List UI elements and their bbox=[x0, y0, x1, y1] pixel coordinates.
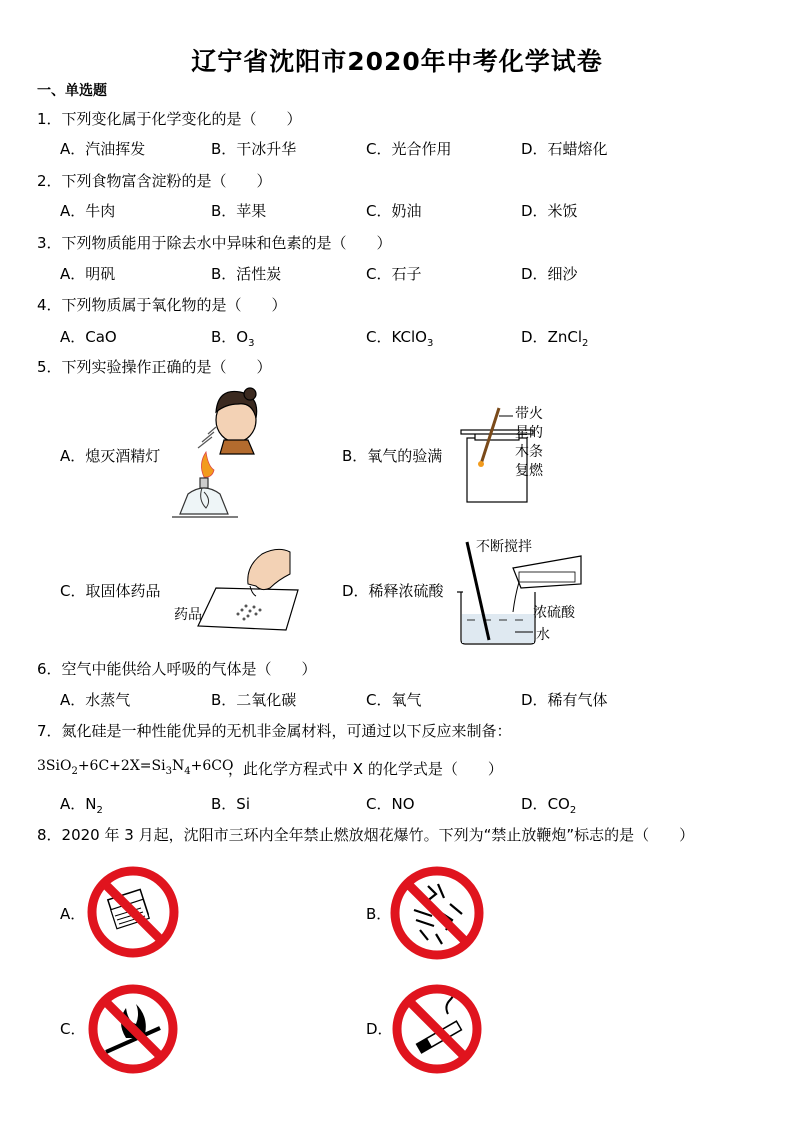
c-figure-label: 药品 bbox=[174, 607, 202, 623]
question-8-stem: 8．2020 年 3 月起，沈阳市三环内全年禁止燃放烟花爆竹。下列为“禁止放鞭炮”标志的是（ ） bbox=[37, 826, 695, 844]
no-smoking-icon bbox=[390, 982, 484, 1076]
chemical-equation: $3SiO_2+6C+2X=Si_3N_4+6CO$ bbox=[37, 758, 234, 777]
q6-option-b: B．二氧化碳 bbox=[211, 691, 297, 709]
q2-option-a: A．牛肉 bbox=[60, 202, 116, 220]
b-figure-label: 带火 星的 木条 复燃 bbox=[515, 406, 543, 479]
q2-option-b: B．苹果 bbox=[211, 202, 267, 220]
q7-option-a: A．$N_2$ bbox=[60, 795, 103, 816]
d-stir-label: 不断搅拌 bbox=[476, 539, 532, 555]
q1-option-d: D．石蜡熔化 bbox=[521, 140, 608, 158]
section-heading: 一、单选题 bbox=[37, 83, 107, 99]
q5-option-a: A．熄灭酒精灯 bbox=[60, 447, 161, 465]
no-open-flame-icon bbox=[86, 982, 180, 1076]
d-acid-label: 浓硫酸 bbox=[533, 605, 575, 621]
q6-option-a: A．水蒸气 bbox=[60, 691, 131, 709]
question-2-stem: 2．下列食物富含淀粉的是（ ） bbox=[37, 172, 272, 190]
question-4-stem: 4．下列物质属于氧化物的是（ ） bbox=[37, 296, 287, 314]
q8-option-a: A． bbox=[60, 905, 86, 923]
q7-option-c: C．NO bbox=[366, 795, 415, 813]
q5-option-d: D．稀释浓硫酸 bbox=[342, 582, 444, 600]
q4-option-b: B．$O_3$ bbox=[211, 328, 255, 349]
q8-option-d: D． bbox=[366, 1020, 393, 1038]
solid-reagent-figure bbox=[190, 544, 302, 634]
q3-option-c: C．石子 bbox=[366, 265, 422, 283]
q3-option-b: B．活性炭 bbox=[211, 265, 282, 283]
question-3-stem: 3．下列物质能用于除去水中异味和色素的是（ ） bbox=[37, 234, 392, 252]
q4-option-a: A．CaO bbox=[60, 328, 117, 346]
q8-option-c: C． bbox=[60, 1020, 86, 1038]
q2-option-d: D．米饭 bbox=[521, 202, 578, 220]
q6-option-d: D．稀有气体 bbox=[521, 691, 608, 709]
no-firecrackers-icon bbox=[388, 864, 486, 962]
d-water-label: 水 bbox=[536, 627, 550, 643]
page-title: 辽宁省沈阳市2020年中考化学试卷 bbox=[191, 47, 603, 76]
alcohol-lamp-figure bbox=[168, 382, 273, 522]
q5-option-c: C．取固体药品 bbox=[60, 582, 161, 600]
q1-option-a: A．汽油挥发 bbox=[60, 140, 146, 158]
q8-option-b: B． bbox=[366, 905, 392, 923]
question-7-tail: ，此化学方程式中 X 的化学式是（ ） bbox=[228, 760, 503, 778]
q4-option-d: D．ZnCl$_2$ bbox=[521, 328, 589, 349]
q6-option-c: C．氧气 bbox=[366, 691, 422, 709]
q7-option-b: B．Si bbox=[211, 795, 250, 813]
question-5-stem: 5．下列实验操作正确的是（ ） bbox=[37, 358, 272, 376]
q3-option-d: D．细沙 bbox=[521, 265, 578, 283]
q1-option-b: B．干冰升华 bbox=[211, 140, 297, 158]
q2-option-c: C．奶油 bbox=[366, 202, 422, 220]
question-7-stem: 7．氮化硅是一种性能优异的无机非金属材料，可通过以下反应来制备： bbox=[37, 722, 512, 740]
q7-option-d: D．$CO_2$ bbox=[521, 795, 577, 816]
q3-option-a: A．明矾 bbox=[60, 265, 116, 283]
q1-option-c: C．光合作用 bbox=[366, 140, 452, 158]
question-1-stem: 1．下列变化属于化学变化的是（ ） bbox=[37, 110, 302, 128]
q5-option-b: B．氧气的验满 bbox=[342, 447, 443, 465]
q4-option-c: C．KClO$_3$ bbox=[366, 328, 434, 349]
no-matches-icon bbox=[85, 864, 181, 960]
question-6-stem: 6．空气中能供给人呼吸的气体是（ ） bbox=[37, 660, 317, 678]
